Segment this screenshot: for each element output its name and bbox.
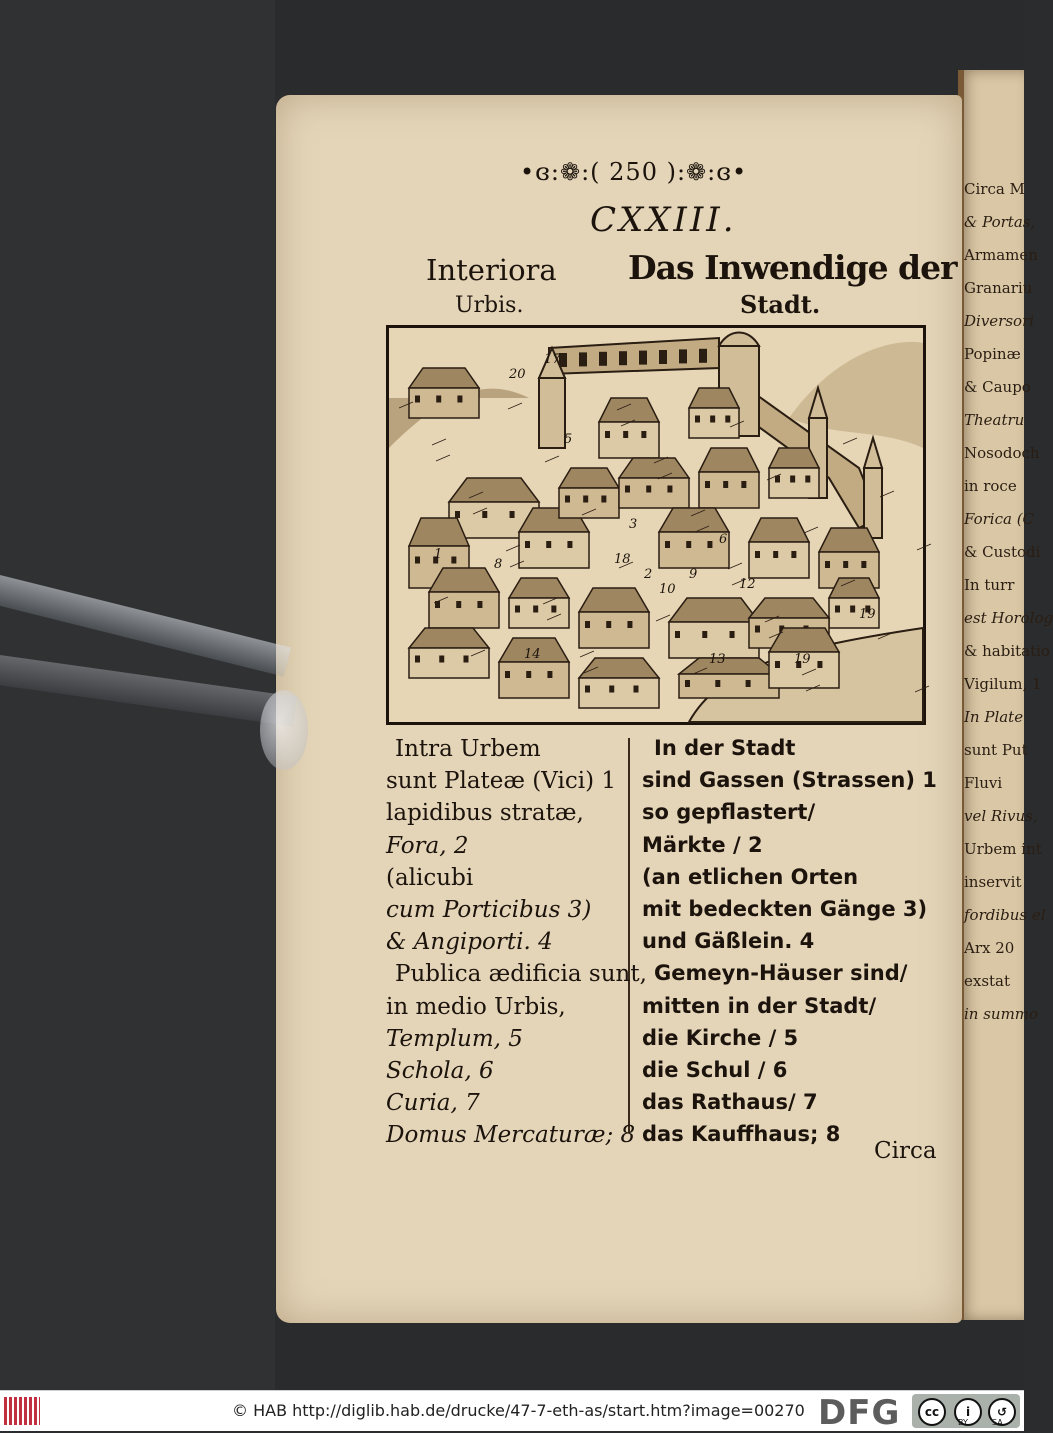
chapter-number: CXXIII. xyxy=(590,200,737,240)
next-page-text: fordibus el xyxy=(964,906,1046,924)
woodcut-illustration xyxy=(386,325,926,725)
latin-subtitle: Urbis. xyxy=(455,293,524,318)
latin-line: lapidibus stratæ, xyxy=(386,800,584,827)
woodcut-number: 6 xyxy=(719,532,728,547)
woodcut-number: 12 xyxy=(739,577,756,592)
next-page-text: Nosodoch xyxy=(964,444,1040,462)
german-line: Märkte / 2 xyxy=(642,832,763,857)
latin-line: in medio Urbis, xyxy=(386,993,566,1020)
woodcut-number: 18 xyxy=(614,552,631,567)
german-line: mitten in der Stadt/ xyxy=(642,993,877,1018)
german-line: so gepflastert/ xyxy=(642,800,816,825)
column-divider xyxy=(628,738,630,1133)
next-page-text: in roce xyxy=(964,477,1017,495)
next-page-text: Vigilum, 1 xyxy=(964,675,1042,693)
woodcut-number: 13 xyxy=(709,652,726,667)
woodcut-number: 8 xyxy=(494,557,503,572)
cc-license-badge[interactable] xyxy=(912,1394,1020,1428)
latin-line: & Angiporti. 4 xyxy=(386,929,553,956)
latin-line: Domus Mercaturæ; 8 xyxy=(386,1122,636,1149)
woodcut-number: 10 xyxy=(659,582,676,597)
german-line: die Kirche / 5 xyxy=(642,1025,799,1050)
next-page-text: Armamen xyxy=(964,246,1038,264)
german-line: das Rathaus/ 7 xyxy=(642,1090,818,1115)
source-credit[interactable]: © HAB http://diglib.hab.de/drucke/47-7-eth-as/start.htm?image=00270 xyxy=(232,1401,805,1420)
next-page-text: est Horolog xyxy=(964,609,1053,627)
latin-line: Schola, 6 xyxy=(386,1058,494,1084)
next-page-text: exstat xyxy=(964,972,1011,990)
next-page-text: & Custodi xyxy=(964,543,1041,561)
hab-barcode-logo xyxy=(4,1397,40,1425)
german-subtitle: Stadt. xyxy=(740,290,821,319)
next-page-text: & Caupo xyxy=(964,378,1031,396)
woodcut-number: 3 xyxy=(629,517,638,532)
sa-label: SA xyxy=(992,1418,1003,1427)
latin-line: Intra Urbem xyxy=(395,736,541,762)
german-line: und Gäßlein. 4 xyxy=(642,929,815,954)
next-page-text: Popinæ xyxy=(964,345,1021,363)
next-page-text: Theatru xyxy=(964,411,1025,429)
by-icon: i xyxy=(954,1398,982,1426)
next-page-text: Circa M xyxy=(964,180,1025,198)
woodcut-number: 5 xyxy=(564,432,573,447)
woodcut-number: 17 xyxy=(544,352,561,367)
latin-line: Fora, 2 xyxy=(386,832,469,859)
german-line: die Schul / 6 xyxy=(642,1058,788,1082)
german-line: Gemeyn-Häuser sind/ xyxy=(654,961,908,986)
latin-line: Curia, 7 xyxy=(386,1090,480,1117)
next-page-text: Diversori xyxy=(964,312,1035,330)
city-woodcut xyxy=(389,328,923,722)
next-page-text: Forica (C xyxy=(964,510,1035,528)
woodcut-number: 20 xyxy=(509,367,526,382)
glass-weight-tip xyxy=(260,690,308,770)
german-title: Das Inwendige der xyxy=(628,248,957,287)
next-page-text: in summo xyxy=(964,1005,1039,1023)
next-page-text: Granariu xyxy=(964,279,1033,297)
scanner-background-top xyxy=(275,0,1024,95)
footer-bar xyxy=(0,1390,1024,1431)
next-page-edge xyxy=(958,70,1053,1320)
german-line: sind Gassen (Strassen) 1 xyxy=(642,768,937,793)
latin-line: Templum, 5 xyxy=(386,1025,523,1052)
latin-line: cum Porticibus 3) xyxy=(386,897,592,923)
woodcut-number: 19 xyxy=(794,652,811,667)
next-page-text: Arx 20 xyxy=(964,939,1015,957)
woodcut-number: 19 xyxy=(859,607,876,622)
woodcut-number: 9 xyxy=(689,567,698,582)
latin-line: Publica ædificia sunt, xyxy=(395,961,647,988)
next-page-text: & habitatio xyxy=(964,642,1050,660)
latin-line: (alicubi xyxy=(386,864,474,891)
next-page-text: vel Rivus, xyxy=(964,807,1038,825)
next-page-text: In turr xyxy=(964,576,1015,594)
catchword: Circa xyxy=(874,1138,937,1164)
next-page-text: Urbem int xyxy=(964,840,1042,858)
next-page-text: sunt Put xyxy=(964,741,1028,759)
latin-title: Interiora xyxy=(426,253,557,287)
by-label: BY xyxy=(958,1418,968,1427)
woodcut-number: 14 xyxy=(524,647,541,662)
next-page-text: In Plate xyxy=(964,708,1024,726)
sa-icon: ↺ xyxy=(988,1398,1016,1426)
german-line: In der Stadt xyxy=(654,736,796,760)
dfg-logo: DFG xyxy=(818,1393,901,1433)
cc-icon: cc xyxy=(918,1398,946,1426)
german-line: mit bedeckten Gänge 3) xyxy=(642,897,928,921)
next-page-text: inservit xyxy=(964,873,1022,891)
german-line: das Kauffhaus; 8 xyxy=(642,1122,841,1147)
page-number: •ɞ:❁:( 250 ):❁:ɞ• xyxy=(520,158,748,186)
woodcut-number: 1 xyxy=(434,547,443,562)
latin-line: sunt Plateæ (Vici) 1 xyxy=(386,768,616,795)
next-page-text: & Portas, xyxy=(964,213,1036,231)
scanner-background-bottom xyxy=(275,1320,1024,1390)
next-page-text: Fluvi xyxy=(964,774,1003,792)
german-line: (an etlichen Orten xyxy=(642,864,859,889)
woodcut-number: 2 xyxy=(644,567,653,582)
